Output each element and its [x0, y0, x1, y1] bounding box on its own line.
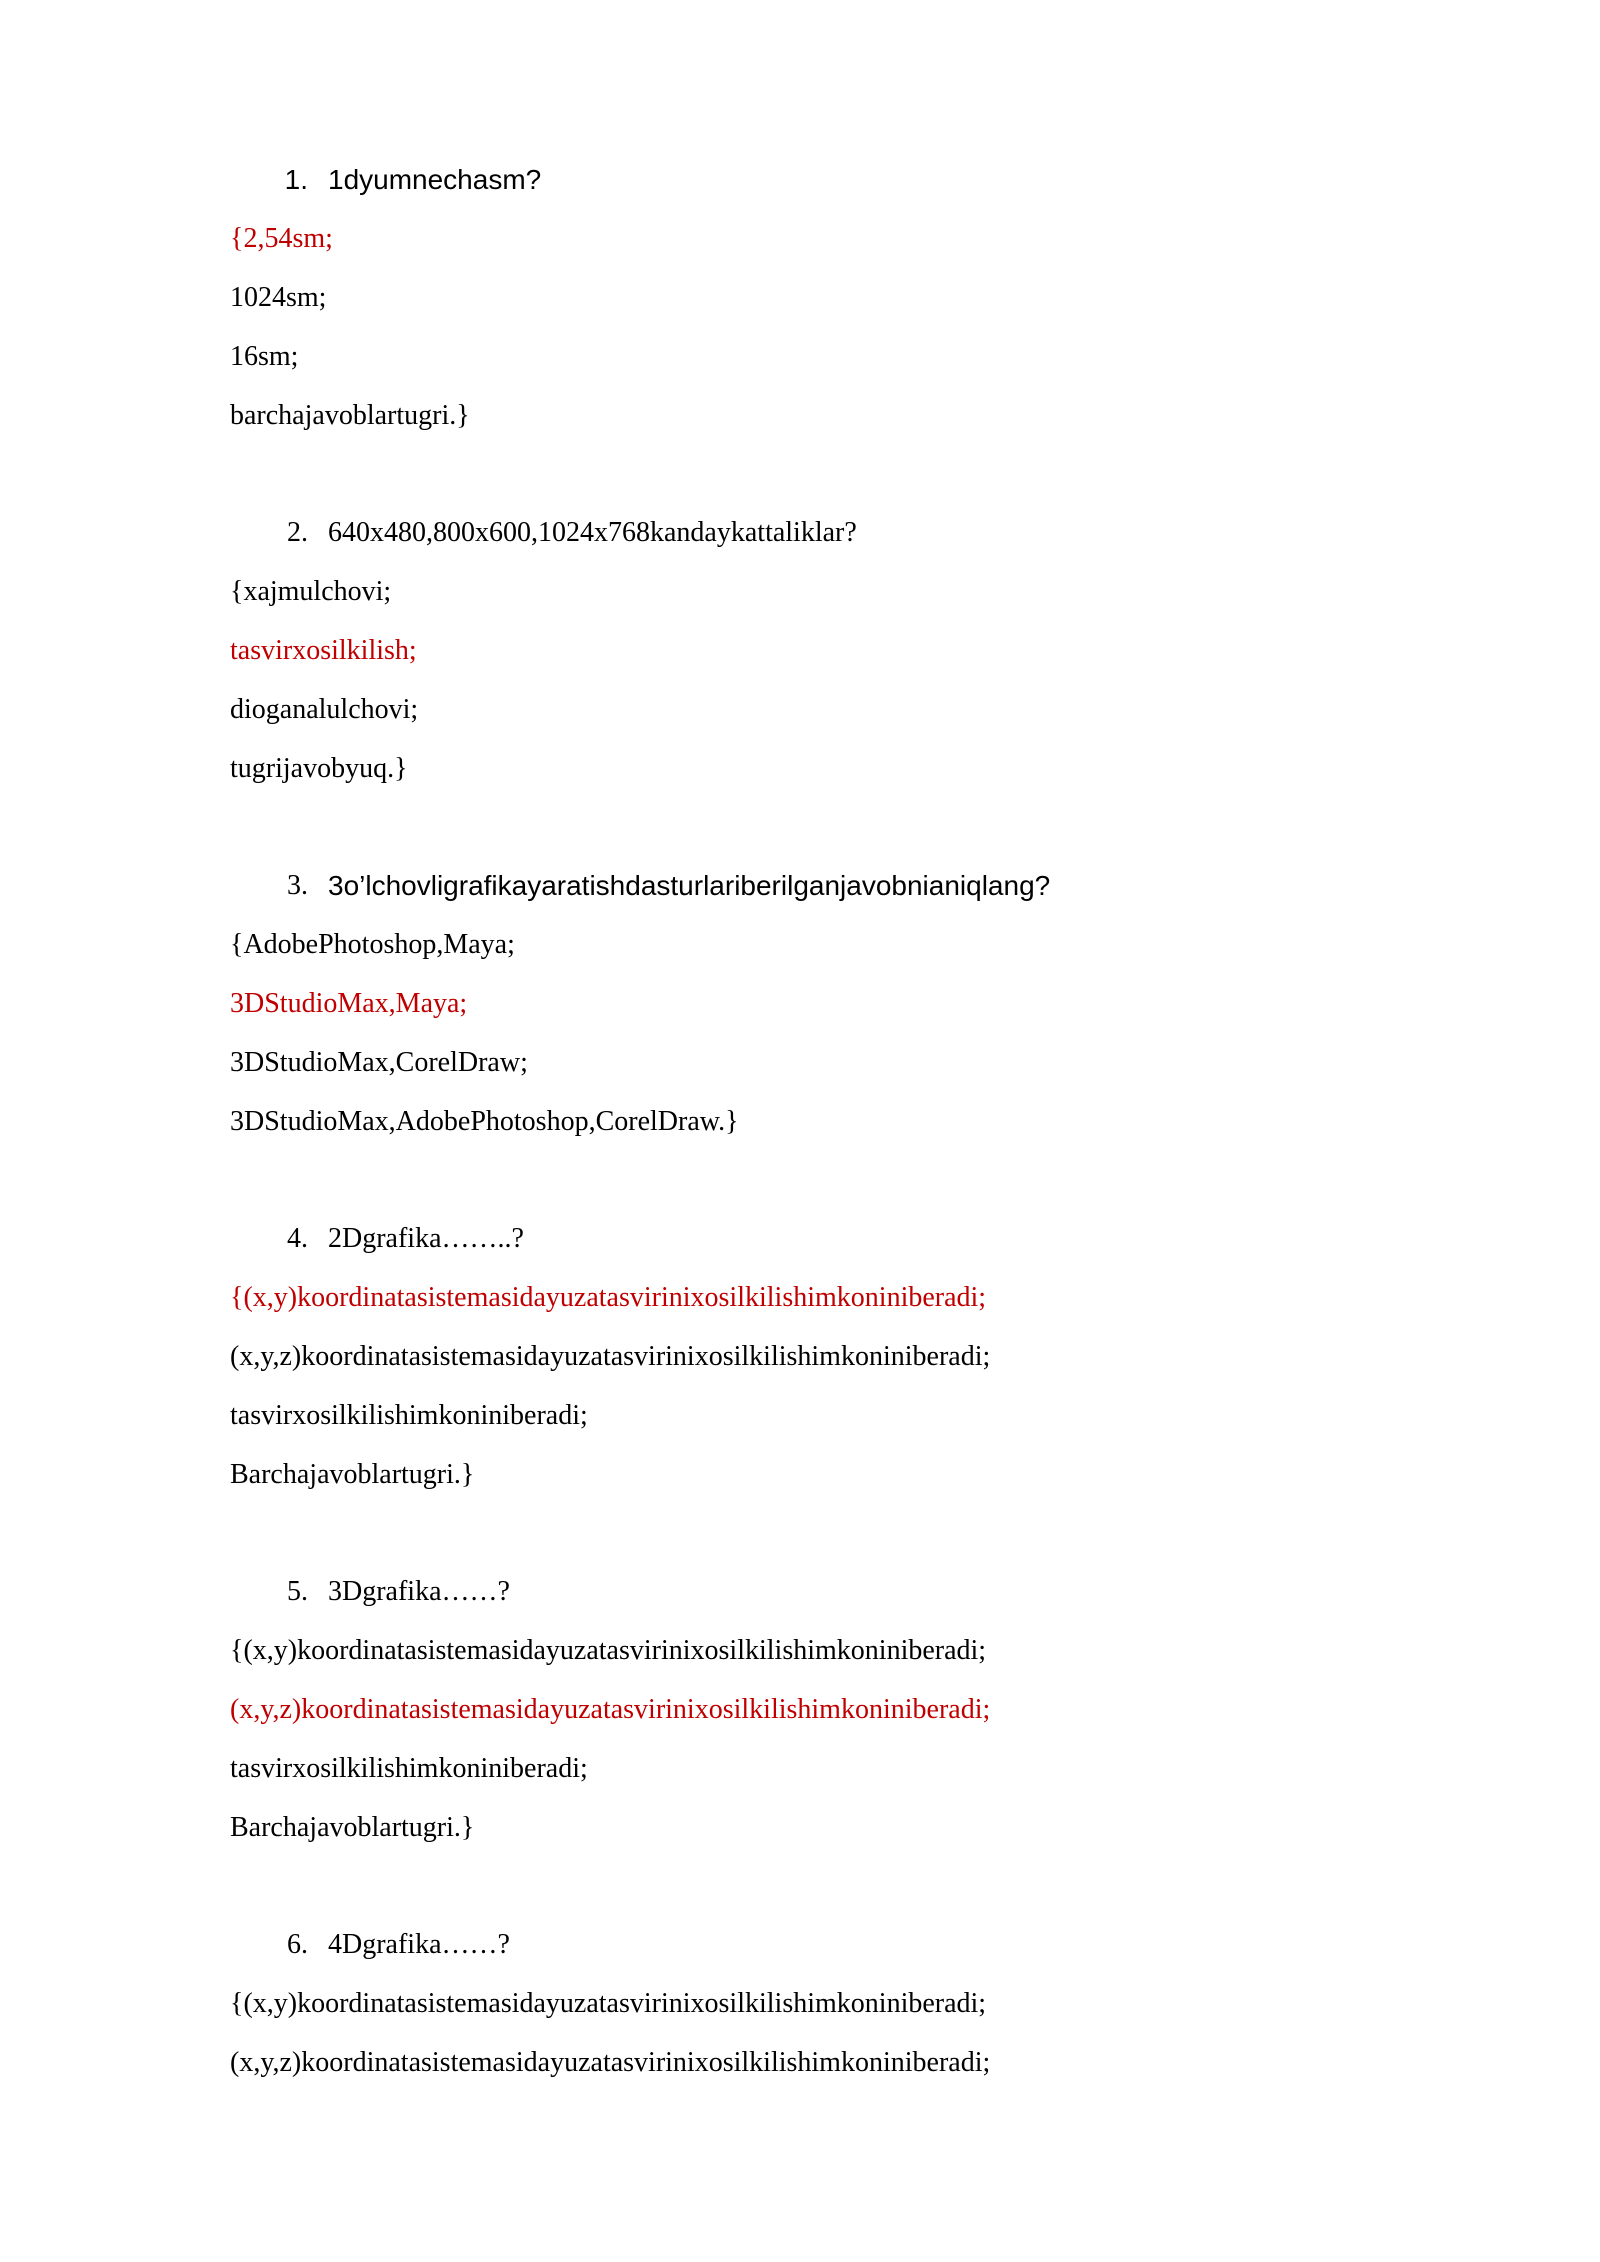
answer-option: tasvirxosilkilishimkoniniberadi;	[230, 1752, 588, 1784]
question-number: 6.	[287, 1928, 308, 1960]
answer-option: dioganalulchovi;	[230, 693, 419, 725]
question-1	[230, 150, 1430, 209]
question-text: 2Dgrafika……..?	[328, 1222, 524, 1254]
answer-option: barchajavoblartugri.}	[230, 399, 470, 431]
question-number: 1.	[284, 163, 308, 195]
answer-option: Barchajavoblartugri.}	[230, 1458, 475, 1490]
answer-option: 1024sm;	[230, 281, 327, 313]
document-body	[230, 150, 1430, 2092]
question-text: 3Dgrafika……?	[328, 1575, 510, 1607]
answer-option-correct: 3DStudioMax,Maya;	[230, 987, 468, 1019]
answer-option: 16sm;	[230, 340, 299, 372]
question-text: 4Dgrafika……?	[328, 1928, 510, 1960]
question-number: 4.	[287, 1222, 308, 1254]
question-number: 5.	[287, 1575, 308, 1607]
spacer	[230, 1857, 1430, 1915]
question-text: 1dyumnechasm?	[328, 163, 542, 195]
question-number: 3.	[287, 869, 308, 901]
spacer	[230, 798, 1430, 856]
question-5	[230, 1562, 1430, 1621]
question-text: 3o’lchovligrafikayaratishdasturlariberilganjavobnianiqlang?	[328, 869, 1051, 901]
question-2	[230, 503, 1430, 562]
spacer	[230, 1151, 1430, 1209]
question-number: 2.	[287, 516, 308, 548]
answer-option: (x,y,z)koordinatasistemasidayuzatasvirinixosilkilishimkoniniberadi;	[230, 1340, 991, 1372]
answer-option: 3DStudioMax,AdobePhotoshop,CorelDraw.}	[230, 1105, 739, 1137]
answer-option: tasvirxosilkilishimkoniniberadi;	[230, 1399, 588, 1431]
answer-option: Barchajavoblartugri.}	[230, 1811, 475, 1843]
spacer	[230, 445, 1430, 503]
spacer	[230, 1504, 1430, 1562]
question-6	[230, 1915, 1430, 1974]
answer-option: tugrijavobyuq.}	[230, 752, 408, 784]
answer-option-correct: (x,y,z)koordinatasistemasidayuzatasvirinixosilkilishimkoniniberadi;	[230, 1693, 991, 1725]
answer-option: {(x,y)koordinatasistemasidayuzatasvirinixosilkilishimkoniniberadi;	[230, 1634, 987, 1666]
answer-option: (x,y,z)koordinatasistemasidayuzatasvirinixosilkilishimkoniniberadi;	[230, 2046, 991, 2078]
answer-option: {(x,y)koordinatasistemasidayuzatasvirinixosilkilishimkoniniberadi;	[230, 1987, 987, 2019]
answer-option-correct: {(x,y)koordinatasistemasidayuzatasvirinixosilkilishimkoniniberadi;	[230, 1281, 987, 1313]
answer-option: 3DStudioMax,CorelDraw;	[230, 1046, 528, 1078]
answer-option-correct: {2,54sm;	[230, 222, 333, 254]
answer-option-correct: tasvirxosilkilish;	[230, 634, 417, 666]
answer-option: {AdobePhotoshop,Maya;	[230, 928, 515, 960]
question-text: 640x480,800x600,1024x768kandaykattaliklar?	[328, 516, 857, 548]
answer-option: {xajmulchovi;	[230, 575, 392, 607]
question-4	[230, 1209, 1430, 1268]
question-3	[230, 856, 1430, 915]
